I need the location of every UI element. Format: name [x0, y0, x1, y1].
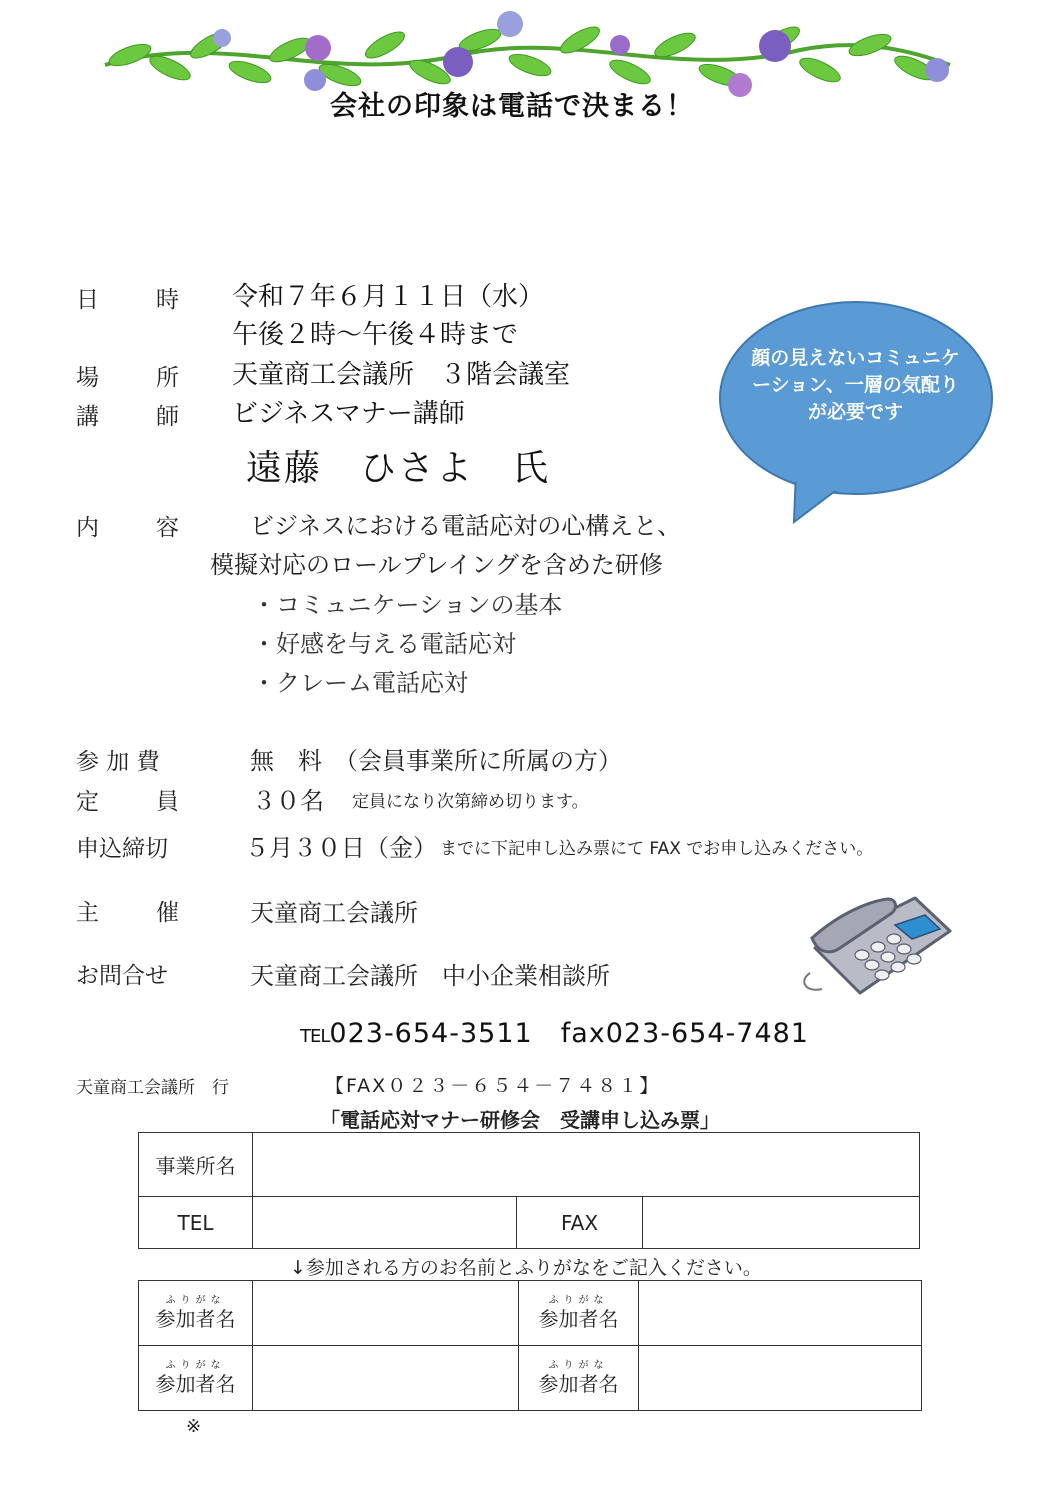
inquiry-value: 天童商工会議所 中小企業相談所	[250, 962, 610, 990]
content-bullet: ・コミュニケーションの基本	[252, 591, 563, 619]
deadline-value: ５月３０日（金）	[245, 834, 437, 862]
content-bullet: ・好感を与える電話応対	[252, 630, 516, 658]
participant-label: ふりがな 参加者名	[519, 1281, 639, 1346]
participants-table	[138, 1280, 922, 1411]
participant-name-field[interactable]	[639, 1281, 922, 1346]
business-info-table	[138, 1132, 920, 1249]
content-bullet: ・クレーム電話応対	[252, 669, 468, 697]
participant-label: ふりがな 参加者名	[139, 1281, 253, 1346]
fee-label: 参 加 費	[76, 749, 160, 775]
organizer-value: 天童商工会議所	[250, 899, 418, 927]
capacity-value: ３０名	[252, 787, 324, 815]
fax-number: fax023-654-7481	[560, 1018, 809, 1049]
contact-line	[300, 1018, 809, 1049]
instructor-label: 講 師	[76, 404, 179, 430]
capacity-label: 定 員	[76, 789, 179, 815]
participant-name-field[interactable]	[253, 1281, 519, 1346]
date-label: 日 時	[76, 287, 179, 313]
fax-field[interactable]	[643, 1197, 920, 1249]
form-title: 「電話応対マナー研修会 受講申し込み票」	[320, 1108, 720, 1132]
business-name-field[interactable]	[253, 1133, 920, 1197]
fax-label: FAX	[517, 1197, 643, 1249]
form-recipient: 天童商工会議所 行	[76, 1078, 229, 1098]
form-fax-header: 【FAX０２３－６５４－７４８１】	[325, 1075, 661, 1097]
capacity-note: 定員になり次第締め切ります。	[352, 792, 589, 812]
form-instruction: ↓参加される方のお名前とふりがなをご記入ください。	[290, 1257, 762, 1279]
tel-number: 023-654-3511	[329, 1018, 533, 1049]
content-line-2: 模擬対応のロールプレイングを含めた研修	[210, 551, 663, 579]
content-label: 内 容	[76, 515, 179, 541]
participant-name-field[interactable]	[253, 1346, 519, 1411]
page-title: 会社の印象は電話で決まる！	[330, 91, 694, 122]
organizer-label: 主 催	[76, 900, 179, 926]
instructor-title: ビジネスマナー講師	[232, 399, 465, 429]
bubble-text: 顔の見えないコミュニケーション、一層の気配りが必要です	[751, 347, 960, 423]
content-line-1: ビジネスにおける電話応対の心構えと、	[250, 512, 682, 540]
instructor-name: 遠藤 ひさよ 氏	[246, 448, 551, 489]
deadline-note: までに下記申し込み票にて FAX でお申し込みください。	[440, 839, 874, 859]
place-label: 場 所	[76, 365, 179, 391]
telephone-icon	[800, 893, 955, 998]
participant-label: ふりがな 参加者名	[139, 1346, 253, 1411]
time-value: 午後２時～午後４時まで	[232, 320, 519, 350]
fee-value: 無 料 （会員事業所に所属の方）	[250, 747, 622, 775]
participant-name-field[interactable]	[639, 1346, 922, 1411]
tel-label: TEL	[139, 1197, 253, 1249]
footnote-mark: ※	[186, 1416, 202, 1437]
participant-label: ふりがな 参加者名	[519, 1346, 639, 1411]
tel-field[interactable]	[253, 1197, 517, 1249]
inquiry-label: お問合せ	[76, 963, 168, 989]
place-value: 天童商工会議所 ３階会議室	[232, 360, 571, 390]
deadline-label: 申込締切	[76, 836, 168, 862]
business-name-label: 事業所名	[139, 1133, 253, 1197]
tel-prefix: TEL	[300, 1026, 330, 1047]
date-value: 令和７年６月１１日（水）	[232, 282, 545, 312]
